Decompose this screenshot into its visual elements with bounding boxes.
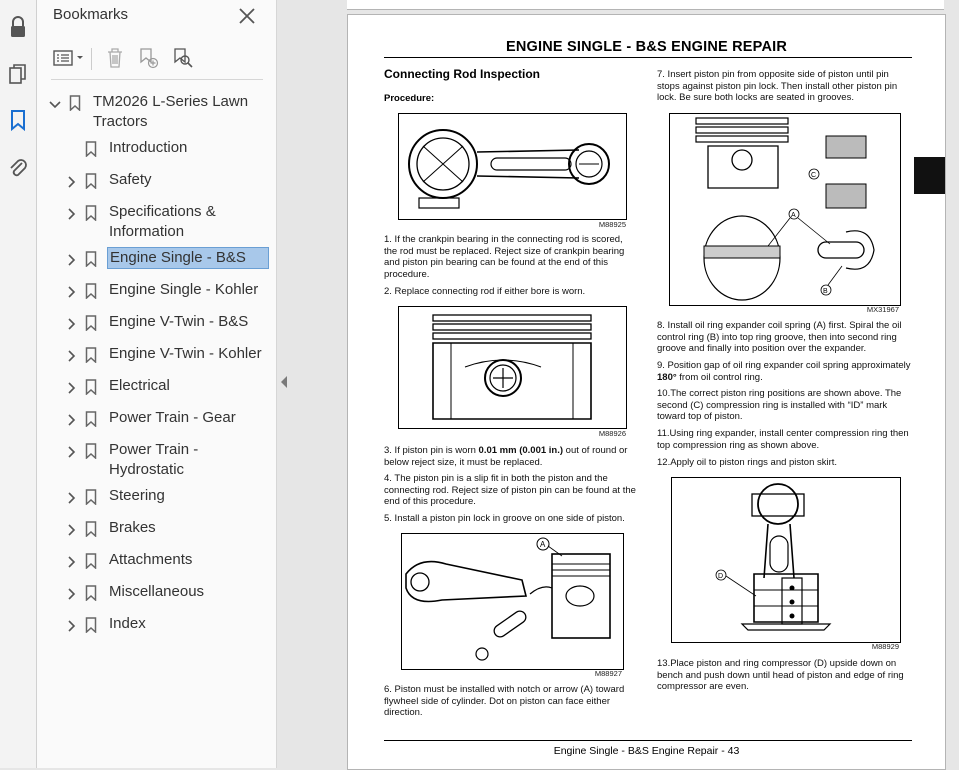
step-4: 4. The piston pin is a slip fit in both the piston and the connecting rod. Reject size of piston pin can be found at the end of this procedure. [384, 473, 636, 507]
toolbar-divider [91, 48, 92, 70]
callout-d: D [718, 573, 724, 580]
chevron-right-icon[interactable] [65, 175, 77, 187]
bookmark-icon [85, 585, 97, 601]
bookmark-icon [85, 379, 97, 395]
bookmark-icon [85, 347, 97, 363]
figure-id-2: M88926 [598, 429, 626, 438]
figure-id-1: M88925 [598, 220, 626, 229]
panel-title: Bookmarks [53, 6, 129, 23]
tool-strip [0, 0, 37, 768]
callout-a: A [540, 540, 546, 549]
panel-divider [51, 79, 263, 80]
footer-rule [384, 740, 912, 741]
bookmark-icon [85, 443, 97, 459]
chevron-right-icon[interactable] [65, 253, 77, 265]
bookmark-label: Engine V-Twin - B&S [109, 313, 249, 330]
bookmark-icon [85, 315, 97, 331]
bookmark-icon[interactable] [5, 107, 31, 133]
bookmark-icon [85, 141, 97, 157]
bookmark-icon [85, 411, 97, 427]
bookmark-icon [85, 251, 97, 267]
bookmarks-panel [37, 0, 277, 768]
page-header: ENGINE SINGLE - B&S ENGINE REPAIR [505, 39, 788, 55]
step-5: 5. Install a piston pin lock in groove on one side of piston. [384, 513, 625, 524]
bookmark-label: Power Train - Gear [109, 409, 236, 426]
document-viewer[interactable] [295, 0, 959, 768]
bookmark-icon [85, 521, 97, 537]
chevron-right-icon[interactable] [65, 587, 77, 599]
bookmark-icon [85, 283, 97, 299]
bookmark-label: Engine Single - Kohler [109, 281, 259, 298]
bookmark-label: Electrical [109, 377, 170, 394]
header-rule [384, 57, 912, 58]
chevron-right-icon[interactable] [65, 349, 77, 361]
step-10: 10.The correct piston ring positions are shown above. The second (C) compression ring is installed with “ID” mark toward top of piston. [657, 388, 902, 422]
section-thumb-tab [914, 157, 945, 194]
chevron-right-icon[interactable] [65, 555, 77, 567]
chevron-right-icon[interactable] [65, 207, 77, 219]
figure-id-5: M88929 [871, 642, 899, 651]
figure-piston [398, 306, 627, 429]
bookmark-icon [85, 173, 97, 189]
bookmark-label: Engine Single - B&S [107, 247, 269, 269]
options-menu-icon[interactable] [51, 44, 87, 72]
figure-piston-rings [669, 113, 901, 306]
step-9: 9. Position gap of oil ring expander coil spring approximately 180° from oil control ring. [657, 360, 911, 383]
lock-icon[interactable] [5, 14, 31, 40]
bookmark-label: Engine V-Twin - Kohler [109, 345, 262, 362]
bookmark-icon [85, 553, 97, 569]
bookmark-icon [85, 617, 97, 633]
attachment-icon[interactable] [5, 155, 31, 181]
figure-connecting-rod [398, 113, 627, 220]
bookmark-label: Specifications & [109, 203, 216, 220]
bookmark-label: Steering [109, 487, 165, 504]
bookmark-label: Brakes [109, 519, 156, 536]
procedure-label: Procedure: [384, 93, 435, 104]
bookmark-label: Attachments [109, 551, 193, 568]
callout-c: C [811, 172, 817, 179]
chevron-right-icon[interactable] [65, 317, 77, 329]
bookmarks-toolbar [51, 44, 263, 74]
bookmark-label: TM2026 L-Series Lawn [93, 93, 249, 110]
bookmark-icon [85, 489, 97, 505]
figure-ring-compressor [671, 477, 901, 643]
step-1: 1. If the crankpin bearing in the connecting rod is scored, the rod must be replaced. Reject size of crankpin bearing and piston pin bearing can be found at the end of this procedure. [384, 234, 625, 280]
figure-id-4: MX31967 [866, 305, 899, 314]
bookmark-label: Power Train - [109, 441, 199, 458]
step-7: 7. Insert piston pin from opposite side of piston until pin stops against piston pin lock. Then install other piston pin lock. Be sure both locks are seated in grooves. [657, 69, 898, 103]
chevron-right-icon[interactable] [65, 491, 77, 503]
bookmark-label: Index [109, 615, 146, 632]
close-icon[interactable] [237, 6, 257, 26]
chevron-down-icon[interactable] [49, 97, 61, 109]
bookmark-icon [69, 95, 81, 111]
document-page [347, 14, 946, 770]
figure-id-3: M88927 [594, 669, 622, 678]
bookmark-label: Safety [109, 171, 152, 188]
collapse-panel-icon[interactable] [281, 376, 287, 388]
find-bookmark-icon[interactable] [169, 44, 197, 72]
step-3: 3. If piston pin is worn 0.01 mm (0.001 in.) out of round or below reject size, it must be replaced. [384, 445, 628, 468]
step-2: 2. Replace connecting rod if either bore is worn. [384, 286, 586, 297]
new-bookmark-icon[interactable] [135, 44, 163, 72]
bookmark-label: Tractors [93, 113, 148, 130]
chevron-right-icon[interactable] [65, 619, 77, 631]
callout-a-2: A [791, 212, 796, 219]
step-8: 8. Install oil ring expander coil spring (A) first. Spiral the oil control ring (B) into top ring groove, then into second ring groove and finally into position over the expander. [657, 320, 902, 354]
callout-b: B [823, 288, 828, 295]
bookmark-icon [85, 205, 97, 221]
step-6: 6. Piston must be installed with notch or arrow (A) toward flywheel side of cylinder. Dot on piston can face either direction. [384, 684, 625, 718]
chevron-right-icon[interactable] [65, 381, 77, 393]
section-title: Connecting Rod Inspection [384, 67, 540, 81]
bookmark-label: Hydrostatic [109, 461, 185, 478]
chevron-right-icon[interactable] [65, 285, 77, 297]
chevron-right-icon[interactable] [65, 413, 77, 425]
bookmark-label: Information [109, 223, 185, 240]
bookmark-label: Introduction [109, 139, 188, 156]
previous-page-edge [347, 0, 944, 10]
delete-bookmark-icon[interactable] [101, 44, 129, 72]
chevron-right-icon[interactable] [65, 523, 77, 535]
step-12: 12.Apply oil to piston rings and piston skirt. [657, 457, 838, 468]
pages-icon[interactable] [5, 61, 31, 87]
chevron-right-icon[interactable] [65, 445, 77, 457]
step-11: 11.Using ring expander, install center compression ring then top compression ring as shown above. [657, 428, 909, 451]
page-footer: Engine Single - B&S Engine Repair - 43 [553, 745, 740, 757]
step-13: 13.Place piston and ring compressor (D) upside down on bench and push down until head of piston and edge of ring compressor are even. [657, 658, 904, 692]
bookmark-label: Miscellaneous [109, 583, 205, 600]
figure-piston-pin-lock [401, 533, 624, 670]
